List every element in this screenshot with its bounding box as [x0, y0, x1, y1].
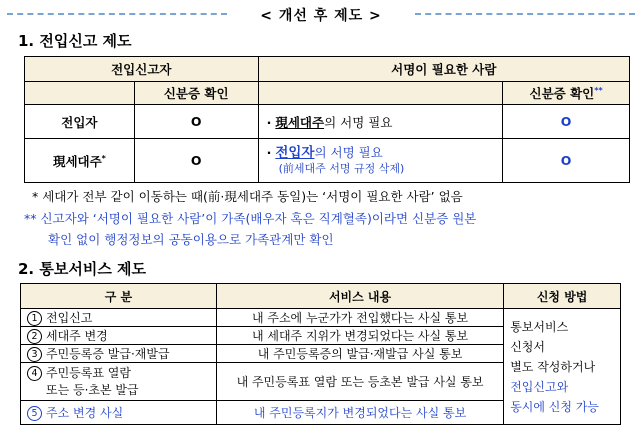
- category-cell: 3 주민등록증 발급·재발급: [21, 345, 217, 363]
- id-check-mark: O: [134, 105, 258, 139]
- reporter-table: [24, 56, 630, 183]
- id-check-mark-2: O: [503, 139, 630, 183]
- banner-right-dash: [415, 13, 635, 15]
- table-row: [25, 105, 630, 139]
- section1-title: 1. 전입신고 제도: [18, 32, 132, 50]
- service-table: [20, 283, 621, 425]
- content-cell: 내 주민등록증의 발급·재발급 사실 통보: [216, 345, 503, 363]
- table-row: [21, 309, 621, 327]
- header-signature: 서명이 필요한 사람: [258, 57, 629, 82]
- header-category: 구 분: [21, 284, 217, 309]
- section2-title: 2. 통보서비스 제도: [18, 260, 147, 278]
- id-check-mark: O: [134, 139, 258, 183]
- category-cell: 2 세대주 변경: [21, 327, 217, 345]
- header-id-check-2: 신분증 확인**: [503, 82, 630, 105]
- category-cell: 1 전입신고: [21, 309, 217, 327]
- content-cell: 내 주소에 누군가가 전입했다는 사실 통보: [216, 309, 503, 327]
- header-reporter: 전입신고자: [25, 57, 259, 82]
- category-cell: 5 주소 변경 사실: [21, 401, 217, 425]
- header-id-check: 신분증 확인: [134, 82, 258, 105]
- banner: [7, 4, 635, 24]
- content-cell: 내 주민등록지가 변경되었다는 사실 통보: [216, 401, 503, 425]
- content-cell: 내 주민등록표 열람 또는 등초본 발급 사실 통보: [216, 363, 503, 401]
- content-cell: 내 세대주 지위가 변경되었다는 사실 통보: [216, 327, 503, 345]
- category-cell: 4 주민등록표 열람 또는 등·초본 발급: [21, 363, 217, 401]
- note-2-line-2: 확인 없이 행정정보의 공동이용으로 가족관계만 확인: [48, 232, 334, 247]
- method-cell: 통보서비스 신청서 별도 작성하거나 전입신고와 동시에 신청 가능: [504, 309, 621, 425]
- row-label: 現세대주*: [25, 139, 135, 183]
- note-2-line-1: ** 신고자와 ‘서명이 필요한 사람’이 가족(배우자 혹은 직계혈족)이라면 신분증 원본: [24, 211, 477, 226]
- table-row: [25, 139, 630, 183]
- header-method: 신청 방법: [504, 284, 621, 309]
- banner-title: < 개선 후 제도 >: [260, 8, 382, 24]
- banner-left-dash: [7, 13, 227, 15]
- signature-cell: · 전입자의 서명 필요 (前세대주 서명 규정 삭제): [258, 139, 503, 183]
- note-1: * 세대가 전부 같이 이동하는 때(前·現세대주 동일)는 ‘서명이 필요한 사람’ 없음: [32, 189, 463, 204]
- signature-cell: · 現세대주의 서명 필요: [258, 105, 503, 139]
- row-label: 전입자: [25, 105, 135, 139]
- id-check-mark-2: O: [503, 105, 630, 139]
- header-content: 서비스 내용: [216, 284, 503, 309]
